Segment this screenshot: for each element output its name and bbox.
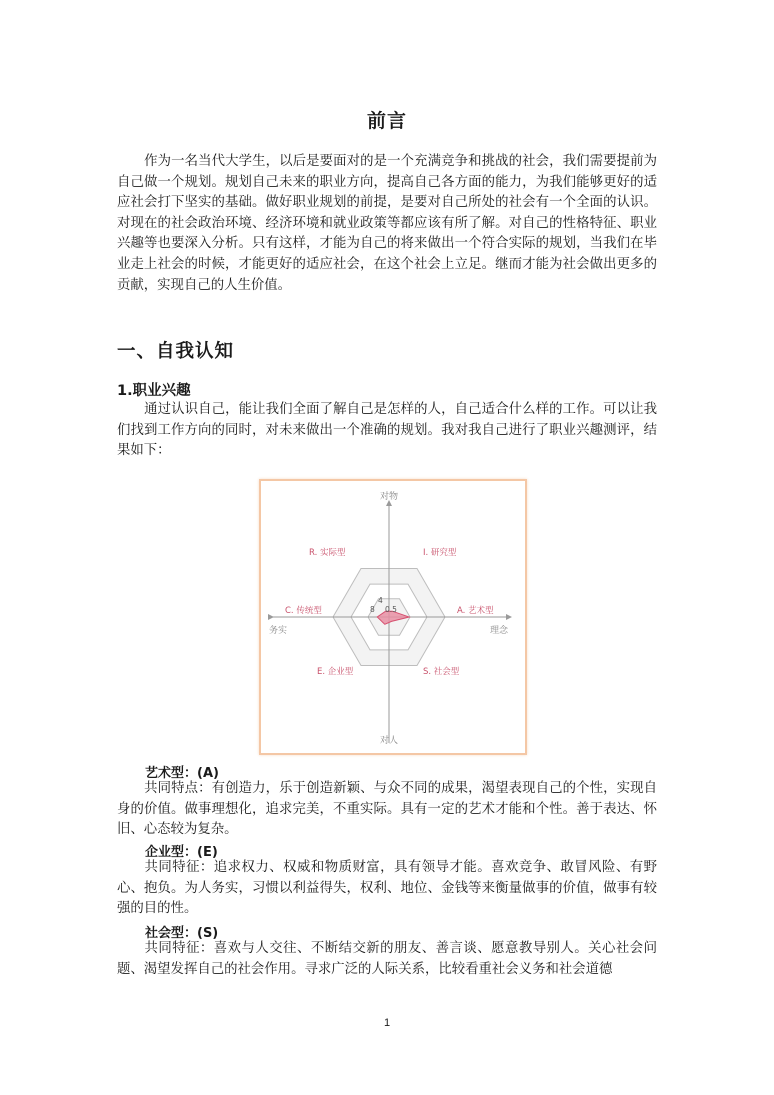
axis-label-left: 务实 bbox=[269, 626, 288, 636]
interest-radar-chart bbox=[259, 479, 527, 755]
preface-text: 作为一名当代大学生，以后是要面对的是一个充满竞争和挑战的社会，我们需要提前为自己做一个规划。规划自己未来的职业方向，提高自己各方面的能力，为我们能够更好的适应社会打下坚实的基础。做好职业规划的前提，是要对自己所处的社会有一个全面的认识。对现在的社会政治环境、经济环境和就业政策等都应该有所了解。对自己的性格特征、职业兴趣等也要深入分析。只有这样，才能为自己的将来做出一个符合实际的规划，当我们在毕业走上社会的时候，才能更好的适应社会，在这个社会上立足。继而才能为社会做出更多的贡献，实现自己的人生价值。 bbox=[117, 154, 657, 293]
section-heading: 一、自我认知 bbox=[117, 341, 235, 362]
category-label-realistic: R. 实际型 bbox=[309, 548, 346, 558]
category-label-enterprising: E. 企业型 bbox=[317, 667, 354, 677]
type-heading-enterprising: 企业型：(E) bbox=[145, 845, 218, 860]
category-label-social: S. 社会型 bbox=[423, 667, 460, 677]
type-text-artistic: 共同特点：有创造力，乐于创造新颖、与众不同的成果，渴望表现自己的个性，实现自身的价值。做事理想化，追求完美，不重实际。具有一定的艺术才能和个性。善于表达、怀旧、心态较为复杂。 bbox=[117, 781, 657, 838]
preface-paragraph bbox=[117, 152, 657, 296]
type-paragraph-social bbox=[117, 939, 657, 980]
axis-label-top: 对物 bbox=[379, 492, 399, 502]
axis-label-bottom: 对人 bbox=[379, 736, 399, 746]
type-heading-artistic: 艺术型：(A) bbox=[145, 766, 219, 781]
type-heading-social: 社会型：(S) bbox=[145, 926, 219, 941]
axis-label-right: 理念 bbox=[490, 626, 509, 636]
category-label-investigative: I. 研究型 bbox=[423, 548, 457, 558]
radar-svg bbox=[261, 481, 525, 753]
type-paragraph-enterprising bbox=[117, 858, 657, 920]
intro-text: 通过认识自己，能让我们全面了解自己是怎样的人，自己适合什么样的工作。可以让我们找到工作方向的同时，对未来做出一个准确的规划。我对我自己进行了职业兴趣测评，结果如下： bbox=[117, 402, 657, 459]
type-text-enterprising: 共同特征：追求权力、权威和物质财富，具有领导才能。喜欢竞争、敢冒风险、有野心、抱负。为人务实，习惯以利益得失，权利、地位、金钱等来衡量做事的价值，做事有较强的目的性。 bbox=[117, 860, 657, 917]
page-number: 1 bbox=[383, 1017, 391, 1029]
value-label-3: 0.5 bbox=[385, 605, 397, 614]
preface-title: 前言 bbox=[366, 110, 407, 132]
category-label-artistic: A. 艺术型 bbox=[457, 606, 494, 616]
intro-paragraph bbox=[117, 400, 657, 462]
subsection-heading: 1.职业兴趣 bbox=[117, 383, 191, 399]
value-label-2: 4 bbox=[378, 596, 383, 605]
category-label-conventional: C. 传统型 bbox=[285, 606, 322, 616]
type-paragraph-artistic bbox=[117, 779, 657, 841]
type-text-social: 共同特征：喜欢与人交往、不断结交新的朋友、善言谈、愿意教导别人。关心社会问题、渴望发挥自己的社会作用。寻求广泛的人际关系，比较看重社会义务和社会道德 bbox=[117, 941, 657, 977]
value-label-1: 8 bbox=[370, 605, 375, 614]
